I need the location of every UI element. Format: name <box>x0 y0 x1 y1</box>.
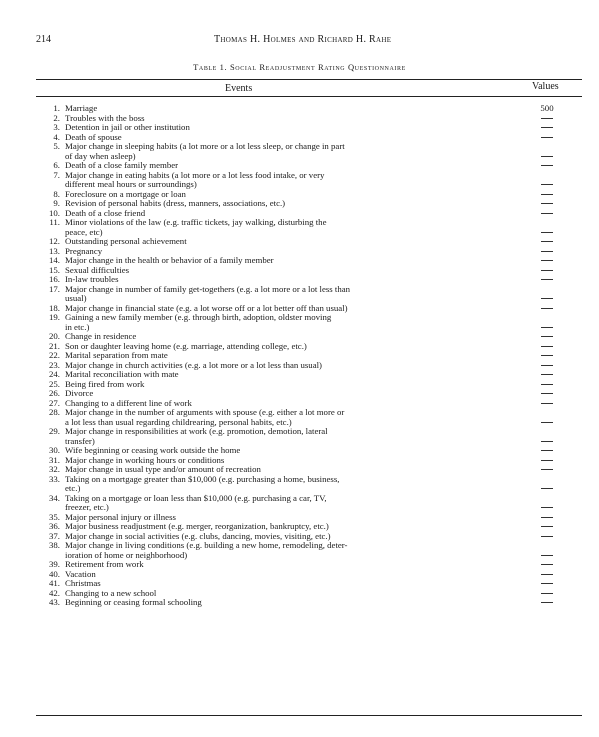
event-number: 3. <box>53 122 60 132</box>
event-value <box>538 389 556 399</box>
blank-value-line <box>541 165 553 166</box>
table-bottom-rule <box>36 715 582 716</box>
event-text: Gaining a new family member (e.g. through birth, adoption, oldster moving <box>65 312 332 322</box>
event-number: 10. <box>49 207 60 218</box>
event-value <box>538 579 556 589</box>
running-header-authors: Thomas H. Holmes and Richard H. Rahe <box>214 34 392 45</box>
event-number: 35. <box>49 511 60 522</box>
blank-value-line <box>541 203 553 204</box>
event-number: 31. <box>49 454 60 465</box>
event-value <box>538 294 556 304</box>
blank-value-line <box>541 450 553 451</box>
event-value <box>538 228 556 238</box>
page-number: 214 <box>36 34 51 45</box>
event-number: 34. <box>49 492 60 503</box>
event-number: 26. <box>49 388 60 398</box>
event-text: Major change in responsibilities at work (e.g. promotion, demotion, lateral <box>65 426 328 436</box>
event-text: freezer, etc.) <box>65 502 109 512</box>
event-number: 12. <box>49 236 60 246</box>
event-value <box>538 247 556 257</box>
event-text: Major change in the health or behavior of a family member <box>65 255 274 265</box>
event-value <box>538 256 556 266</box>
event-text: Minor violations of the law (e.g. traffic tickets, jay walking, disturbing the <box>65 217 327 227</box>
event-text: Revision of personal habits (dress, manners, associations, etc.) <box>65 198 286 208</box>
event-text: Retirement from work <box>65 559 144 569</box>
event-text: Death of a close family member <box>65 160 179 170</box>
blank-value-line <box>541 441 553 442</box>
event-value <box>538 503 556 513</box>
event-value <box>538 598 556 608</box>
event-text: Changing to a different line of work <box>65 397 192 408</box>
table-title: Table 1. Social Readjustment Rating Questionnaire <box>193 62 406 72</box>
blank-value-line <box>541 156 553 157</box>
event-value <box>538 332 556 342</box>
event-value <box>538 209 556 219</box>
blank-value-line <box>541 526 553 527</box>
blank-value-line <box>541 555 553 556</box>
event-number: 25. <box>49 378 60 389</box>
event-number: 4. <box>53 131 60 142</box>
column-header-events: Events <box>225 83 253 94</box>
event-value <box>538 560 556 570</box>
event-value <box>538 380 556 390</box>
table-row <box>38 598 583 608</box>
event-number: 24. <box>49 369 60 379</box>
blank-value-line <box>541 574 553 575</box>
event-number: 1. <box>53 103 60 113</box>
event-value <box>538 342 556 352</box>
event-text: a lot less than usual regarding childrearing, personal habits, etc.) <box>65 416 292 427</box>
event-value <box>538 418 556 428</box>
event-number: 32. <box>49 464 60 474</box>
blank-value-line <box>541 422 553 423</box>
event-number: 41. <box>49 578 60 588</box>
event-number: 37. <box>49 530 60 541</box>
blank-value-line <box>541 393 553 394</box>
table-row <box>38 313 583 323</box>
blank-value-line <box>541 336 553 337</box>
event-value <box>538 532 556 542</box>
event-number: 23. <box>49 359 60 370</box>
event-text: Taking on a mortgage or loan less than $10,000 (e.g. purchasing a car, TV, <box>65 492 327 503</box>
event-value <box>538 275 556 285</box>
event-text: peace, etc) <box>65 226 103 237</box>
blank-value-line <box>541 564 553 565</box>
blank-value-line <box>541 365 553 366</box>
blank-value-line <box>541 327 553 328</box>
event-text: Detention in jail or other institution <box>65 122 190 132</box>
event-number: 13. <box>49 245 60 256</box>
event-value <box>538 152 556 162</box>
event-value <box>538 161 556 171</box>
blank-value-line <box>541 384 553 385</box>
event-text: Marital separation from mate <box>65 350 168 360</box>
event-value <box>538 437 556 447</box>
event-value <box>538 237 556 247</box>
table-row <box>38 218 583 228</box>
table-row <box>38 285 583 295</box>
event-number: 2. <box>53 112 60 123</box>
blank-value-line <box>541 194 553 195</box>
blank-value-line <box>541 127 553 128</box>
event-number: 9. <box>53 198 60 208</box>
event-text: Foreclosure on a mortgage or loan <box>65 188 186 199</box>
event-text: Major change in social activities (e.g. clubs, dancing, movies, visiting, etc.) <box>65 530 331 541</box>
event-number: 6. <box>53 160 60 170</box>
event-text: Pregnancy <box>65 245 103 256</box>
event-value <box>538 361 556 371</box>
event-number: 39. <box>49 559 60 569</box>
blank-value-line <box>541 403 553 404</box>
event-text: Sexual difficulties <box>65 264 130 275</box>
event-number: 36. <box>49 521 60 531</box>
event-value <box>538 399 556 409</box>
blank-value-line <box>541 602 553 603</box>
table-row <box>38 427 583 437</box>
blank-value-line <box>541 507 553 508</box>
event-text: Major change in number of family get-togethers (e.g. a lot more or a lot less than <box>65 283 351 294</box>
blank-value-line <box>541 355 553 356</box>
event-value <box>538 133 556 143</box>
event-text: of day when asleep) <box>65 150 136 161</box>
event-number: 28. <box>49 407 60 417</box>
event-text: Marriage <box>65 103 98 113</box>
running-header <box>36 34 576 48</box>
blank-value-line <box>541 298 553 299</box>
event-number: 17. <box>49 283 60 294</box>
event-value <box>538 323 556 333</box>
event-text: in etc.) <box>65 321 90 332</box>
event-text: transfer) <box>65 435 95 446</box>
blank-value-line <box>541 137 553 138</box>
blank-value-line <box>541 260 553 261</box>
event-number: 42. <box>49 587 60 598</box>
blank-value-line <box>541 232 553 233</box>
blank-value-line <box>541 241 553 242</box>
table-row <box>38 570 583 580</box>
event-text: Major change in financial state (e.g. a lot worse off or a lot better off than usual) <box>65 302 348 313</box>
event-number: 11. <box>49 217 60 227</box>
table-row <box>38 560 583 570</box>
blank-value-line <box>541 279 553 280</box>
event-number: 43. <box>49 597 60 607</box>
blank-value-line <box>541 593 553 594</box>
blank-value-line <box>541 488 553 489</box>
event-text: Change in residence <box>65 331 137 341</box>
event-number: 5. <box>53 141 60 151</box>
blank-value-line <box>541 184 553 185</box>
event-value <box>538 199 556 209</box>
event-value <box>538 266 556 276</box>
event-number: 18. <box>49 302 60 313</box>
blank-value-line <box>541 270 553 271</box>
event-value <box>538 446 556 456</box>
event-text: Major change in church activities (e.g. a lot more or a lot less than usual) <box>65 359 322 370</box>
table-row <box>38 380 583 390</box>
event-text: Major change in the number of arguments with spouse (e.g. either a lot more or <box>65 407 345 417</box>
event-text: Death of spouse <box>65 131 122 142</box>
blank-value-line <box>541 460 553 461</box>
event-value <box>538 551 556 561</box>
event-text: Changing to a new school <box>65 587 157 598</box>
blank-value-line <box>541 536 553 537</box>
event-number: 19. <box>49 312 60 322</box>
event-number: 15. <box>49 264 60 275</box>
event-number: 14. <box>49 255 60 265</box>
event-text: Major change in eating habits (a lot more or a lot less food intake, or very <box>65 169 325 180</box>
event-text: Marital reconciliation with mate <box>65 369 179 379</box>
table-row <box>38 237 583 247</box>
event-text: Major change in usual type and/or amount of recreation <box>65 464 261 474</box>
event-value <box>538 456 556 466</box>
blank-value-line <box>541 118 553 119</box>
event-text: Christmas <box>65 578 101 588</box>
event-value <box>538 123 556 133</box>
event-value <box>538 190 556 200</box>
blank-value-line <box>541 469 553 470</box>
event-number: 8. <box>53 188 60 199</box>
table-top-rule <box>36 79 582 80</box>
column-header-values: Values <box>532 81 559 92</box>
event-text: Troubles with the boss <box>65 112 145 123</box>
event-value <box>538 351 556 361</box>
event-text: Taking on a mortgage greater than $10,000 (e.g. purchasing a home, business, <box>65 473 340 484</box>
event-number: 20. <box>49 331 60 341</box>
event-value <box>538 370 556 380</box>
event-text: Son or daughter leaving home (e.g. marriage, attending college, etc.) <box>65 340 307 351</box>
event-number: 21. <box>49 340 60 351</box>
event-number: 38. <box>49 540 60 550</box>
event-number: 27. <box>49 397 60 408</box>
event-number: 40. <box>49 568 60 579</box>
event-number: 33. <box>49 473 60 484</box>
table-row <box>38 266 583 276</box>
event-value: 500 <box>540 103 554 113</box>
blank-value-line <box>541 346 553 347</box>
event-text: Wife beginning or ceasing work outside the home <box>65 445 241 455</box>
blank-value-line <box>541 308 553 309</box>
event-value <box>538 465 556 475</box>
event-value <box>538 484 556 494</box>
event-text: Death of a close friend <box>65 207 146 218</box>
event-number: 7. <box>53 169 60 180</box>
blank-value-line <box>541 213 553 214</box>
table-header-rule <box>36 96 582 97</box>
event-number: 30. <box>49 445 60 455</box>
event-text: Outstanding personal achievement <box>65 236 187 246</box>
event-text: Vacation <box>65 568 96 579</box>
event-number: 16. <box>49 274 60 284</box>
event-number: 29. <box>49 426 60 436</box>
table-row <box>38 494 583 504</box>
event-value <box>538 589 556 599</box>
event-text: ioration of home or neighborhood) <box>65 549 188 560</box>
event-value <box>538 570 556 580</box>
table-row <box>38 475 583 485</box>
event-text: etc.) <box>65 483 81 493</box>
event-text: different meal hours or surroundings) <box>65 179 197 189</box>
blank-value-line <box>541 583 553 584</box>
event-text: Major change in working hours or conditions <box>65 454 225 465</box>
event-text: Beginning or ceasing formal schooling <box>65 597 202 607</box>
blank-value-line <box>541 374 553 375</box>
blank-value-line <box>541 517 553 518</box>
event-value <box>538 304 556 314</box>
event-text: In-law troubles <box>65 274 119 284</box>
event-number: 22. <box>49 350 60 360</box>
event-value <box>538 522 556 532</box>
event-value <box>538 513 556 523</box>
event-text: Major personal injury or illness <box>65 511 176 522</box>
event-text: Major change in living conditions (e.g. building a new home, remodeling, deter- <box>65 540 348 550</box>
event-text: Major change in sleeping habits (a lot more or a lot less sleep, or change in part <box>65 141 345 151</box>
event-text: Being fired from work <box>65 378 145 389</box>
event-text: Major business readjustment (e.g. merger, reorganization, bankruptcy, etc.) <box>65 521 329 531</box>
event-text: usual) <box>65 293 87 303</box>
blank-value-line <box>541 251 553 252</box>
event-text: Divorce <box>65 388 94 398</box>
event-value <box>538 180 556 190</box>
table-body <box>38 104 583 608</box>
event-value <box>538 114 556 124</box>
